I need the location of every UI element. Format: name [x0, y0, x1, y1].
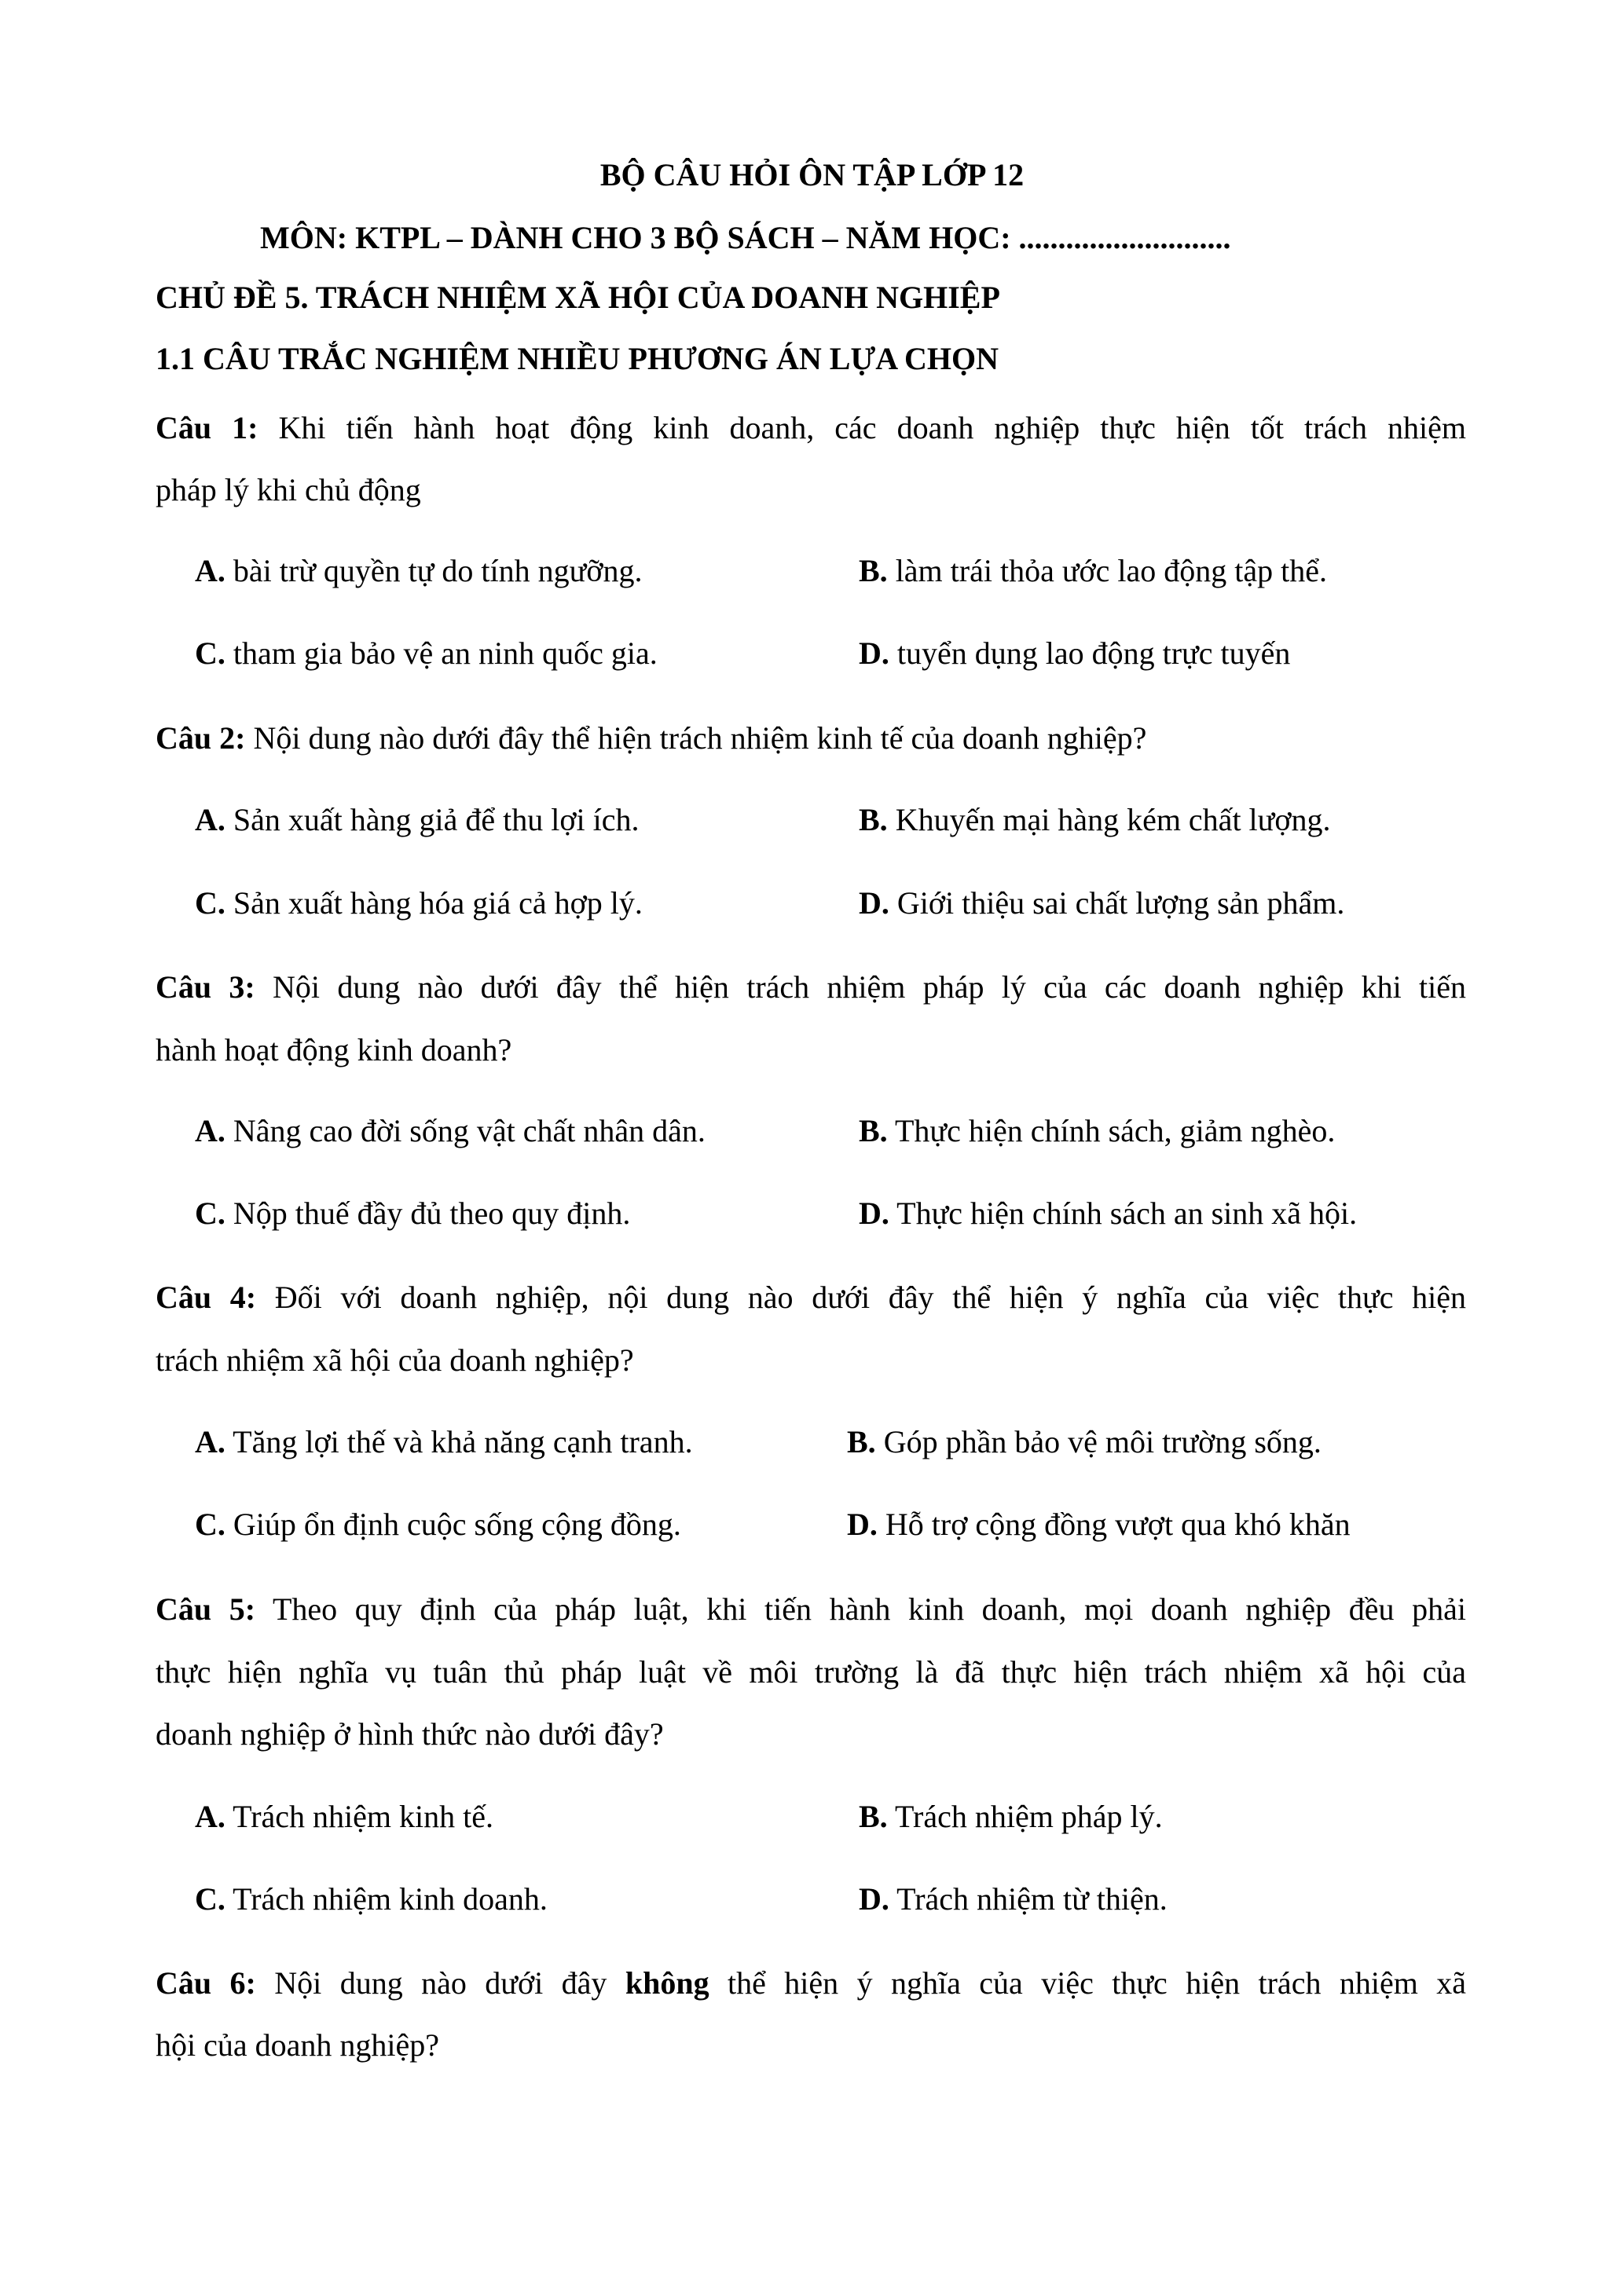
question-5-option-c: C. Trách nhiệm kinh doanh. — [195, 1881, 548, 1917]
question-1-line-1 — [156, 409, 1466, 447]
question-4-line-1 — [156, 1279, 1466, 1316]
question-label: Câu 2: — [156, 720, 246, 756]
question-text: Nội dung nào dưới đây thể hiện trách nhiệm pháp lý của các doanh nghiệp khi tiến — [273, 969, 1467, 1005]
question-2-option-b: B. Khuyến mại hàng kém chất lượng. — [859, 802, 1331, 837]
question-1-option-d: D. tuyển dụng lao động trực tuyến — [859, 635, 1291, 671]
question-5-option-a: A. Trách nhiệm kinh tế. — [195, 1799, 493, 1834]
question-5-option-b: B. Trách nhiệm pháp lý. — [859, 1799, 1163, 1834]
document-title: BỘ CÂU HỎI ÔN TẬP LỚP 12 — [599, 157, 1025, 192]
question-text: Nội dung nào dưới đây thể hiện trách nhiệm kinh tế của doanh nghiệp? — [253, 720, 1147, 756]
question-3-line-1 — [156, 969, 1466, 1006]
section-heading: 1.1 CÂU TRẮC NGHIỆM NHIỀU PHƯƠNG ÁN LỰA CHỌN — [156, 341, 999, 376]
question-label: Câu 4: — [156, 1280, 257, 1315]
question-text: Khi tiến hành hoạt động kinh doanh, các doanh nghiệp thực hiện tốt trách nhiệm — [278, 410, 1467, 445]
question-5-line-3: doanh nghiệp ở hình thức nào dưới đây? — [156, 1716, 664, 1752]
question-text: Nội dung nào dưới đây — [274, 1965, 607, 2001]
question-1-option-c: C. tham gia bảo vệ an ninh quốc gia. — [195, 635, 658, 671]
question-5-line-2: thực hiện nghĩa vụ tuân thủ pháp luật về môi trường là đã thực hiện trách nhiệm xã hội của — [156, 1654, 1466, 1690]
question-4-option-c: C. Giúp ổn định cuộc sống cộng đồng. — [195, 1507, 681, 1542]
question-3-option-b: B. Thực hiện chính sách, giảm nghèo. — [859, 1113, 1336, 1148]
question-2-option-c: C. Sản xuất hàng hóa giá cả hợp lý. — [195, 885, 643, 921]
question-5-option-d: D. Trách nhiệm từ thiện. — [859, 1881, 1168, 1917]
question-text-cont: thể hiện ý nghĩa của việc thực hiện trách nhiệm xã — [728, 1965, 1467, 2001]
question-1-option-a: A. bài trừ quyền tự do tính ngưỡng. — [195, 553, 643, 588]
question-5-line-1 — [156, 1591, 1466, 1628]
document-subtitle: MÔN: KTPL – DÀNH CHO 3 BỘ SÁCH – NĂM HỌC: ........................... — [260, 220, 1231, 255]
question-label: Câu 1: — [156, 410, 258, 445]
question-1-option-b: B. làm trái thỏa ước lao động tập thể. — [859, 553, 1328, 588]
question-6-line-1 — [156, 1965, 1466, 2002]
question-3-option-d: D. Thực hiện chính sách an sinh xã hội. — [859, 1196, 1358, 1231]
question-3-option-c: C. Nộp thuế đầy đủ theo quy định. — [195, 1196, 631, 1231]
question-label: Câu 3: — [156, 969, 255, 1005]
question-4-option-b: B. Góp phần bảo vệ môi trường sống. — [847, 1424, 1322, 1459]
question-6-line-2: hội của doanh nghiệp? — [156, 2027, 439, 2063]
question-3-line-2: hành hoạt động kinh doanh? — [156, 1032, 512, 1067]
question-2-option-d: D. Giới thiệu sai chất lượng sản phẩm. — [859, 885, 1345, 921]
question-4-line-2: trách nhiệm xã hội của doanh nghiệp? — [156, 1342, 634, 1378]
question-label: Câu 6: — [156, 1965, 256, 2001]
question-label: Câu 5: — [156, 1591, 256, 1627]
question-2-option-a: A. Sản xuất hàng giả để thu lợi ích. — [195, 802, 640, 837]
question-1-line-2: pháp lý khi chủ động — [156, 472, 421, 507]
question-2-line-1 — [156, 720, 1146, 757]
question-4-option-a: A. Tăng lợi thế và khả năng cạnh tranh. — [195, 1424, 693, 1459]
emphasis-not: không — [625, 1965, 709, 2001]
question-4-option-d: D. Hỗ trợ cộng đồng vượt qua khó khăn — [847, 1507, 1351, 1542]
topic-heading: CHỦ ĐỀ 5. TRÁCH NHIỆM XÃ HỘI CỦA DOANH NGHIỆP — [156, 280, 1000, 315]
question-3-option-a: A. Nâng cao đời sống vật chất nhân dân. — [195, 1113, 706, 1148]
question-text: Theo quy định của pháp luật, khi tiến hành kinh doanh, mọi doanh nghiệp đều phải — [272, 1591, 1467, 1627]
question-text: Đối với doanh nghiệp, nội dung nào dưới đây thể hiện ý nghĩa của việc thực hiện — [274, 1280, 1467, 1315]
